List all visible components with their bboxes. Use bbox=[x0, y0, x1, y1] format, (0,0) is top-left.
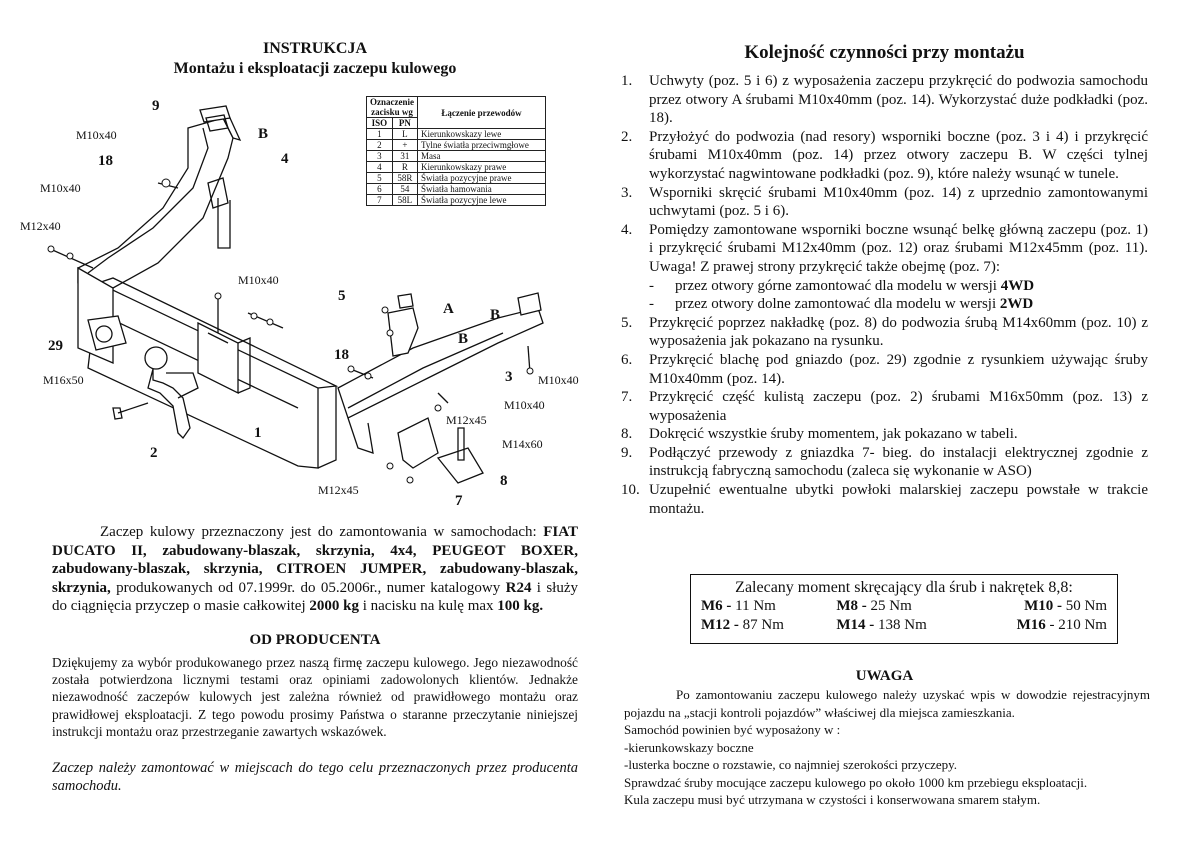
table-row: 3 31 Masa bbox=[367, 151, 546, 162]
label-B-left: B bbox=[258, 126, 269, 142]
label-m12x45-b: M12x45 bbox=[318, 483, 359, 497]
steps-list bbox=[621, 72, 1148, 518]
label-m10x40-a: M10x40 bbox=[76, 128, 117, 142]
table-row: 1 L Kierunkowskazy lewe bbox=[367, 129, 546, 140]
torque-row-2: M12 - 87 Nm M14 - 138 Nm M16 - 210 Nm bbox=[701, 617, 1107, 633]
torque-row-1: M6 - 11 Nm M8 - 25 Nm M10 - 50 Nm bbox=[701, 598, 1107, 614]
label-m10x40-b: M10x40 bbox=[40, 181, 81, 195]
label-7: 7 bbox=[455, 493, 463, 509]
wiring-header-desc: Łączenie przewodów bbox=[418, 97, 546, 129]
instruction-title: INSTRUKCJA bbox=[262, 40, 367, 57]
label-2: 2 bbox=[150, 445, 158, 461]
label-m14x60: M14x60 bbox=[502, 437, 543, 451]
list-item: 7. Przykręcić część kulistą zaczepu (poz. 2) śrubami M16x50mm (poz. 13) z wyposażenia bbox=[621, 389, 1148, 424]
torque-heading: Zalecany moment skręcający dla śrub i nakrętek 8,8: bbox=[735, 579, 1073, 596]
table-row: 6 54 Światła hamowania bbox=[367, 184, 546, 195]
list-item: 8. Dokręcić wszystkie śruby momentem, jak pokazano w tabeli. bbox=[621, 426, 1018, 443]
label-m12x40: M12x40 bbox=[20, 219, 61, 233]
label-8: 8 bbox=[500, 473, 508, 489]
torque-box bbox=[690, 574, 1118, 644]
table-row: 7 58L Światła pozycyjne lewe bbox=[367, 195, 546, 206]
label-m10x40-e: M10x40 bbox=[504, 398, 545, 412]
label-3: 3 bbox=[505, 369, 513, 385]
list-item: 5. Przykręcić poprzez nakładkę (poz. 8) do podwozia śrubą M14x60mm (poz. 10) z wyposażenia jak pokazano na rysunku. bbox=[621, 314, 1148, 350]
warning-heading: UWAGA bbox=[855, 668, 914, 684]
producer-italic-note: Zaczep należy zamontować w miejscach do tego celu przeznaczonych przez producenta samochodu. bbox=[52, 760, 578, 794]
label-9: 9 bbox=[152, 98, 160, 114]
producer-text: Dziękujemy za wybór produkowanego przez naszą firmę zaczepu kulowego. Jego niezawodność została potwierdzona licznymi testami oraz opiniami zadowolonych klientów. Jednakże niezawodność zaczepów kulowych jest zależna również od prawidłowego montażu oraz prawidłowej eksploatacji. Z tego powodu prosimy Państwa o staranne przeczytanie niniejszej instrukcji montażu oraz przestrzeganie zawartych wskazówek. bbox=[52, 655, 578, 739]
list-item: 10. Uzupełnić ewentualne ubytki powłoki malarskiej zaczepu powstałe w trakcie montażu. bbox=[621, 482, 1148, 517]
wiring-table bbox=[366, 96, 546, 206]
label-B-middle: B bbox=[458, 331, 469, 347]
label-m12x45-a: M12x45 bbox=[446, 413, 487, 427]
warning-text: Po zamontowaniu zaczepu kulowego należy uzyskać wpis w dowodzie rejestracyjnym pojazdu na „stacji kontroli pojazdów” właściwej dla miejsca zamieszkania. Samochód powinien być wyposażony w : -kierunkowskazy boczne -lusterka boczne o rozstawie, co najmniej szerokości przyczepy. Sprawdzać śruby mocujące zaczepu kulowego po około 1000 km przebiegu eksploatacji. Kula zaczepu musi być utrzymana w czystości i konserwowana smarem stałym. bbox=[624, 687, 1150, 807]
table-row: 4 R Kierunkowskazy prawe bbox=[367, 162, 546, 173]
steps-title: Kolejność czynności przy montażu bbox=[744, 42, 1025, 63]
label-5: 5 bbox=[338, 288, 346, 304]
list-item: 3. Wsporniki skręcić śrubami M10x40mm (poz. 14) z uprzednio zamontowanymi uchwytami (poz. 5 i 6). bbox=[621, 184, 1148, 220]
label-m10x40-d: M10x40 bbox=[538, 373, 579, 387]
label-A: A bbox=[443, 301, 454, 317]
wiring-header-pn: PN bbox=[392, 118, 417, 129]
label-29: 29 bbox=[48, 338, 63, 354]
sub-item-2wd: - przez otwory dolne zamontować dla modelu w wersji 2WD bbox=[649, 296, 1034, 313]
label-m10x40-c: M10x40 bbox=[238, 273, 279, 287]
table-row: 2 + Tylne światła przeciwmgłowe bbox=[367, 140, 546, 151]
label-4: 4 bbox=[281, 151, 289, 167]
list-item: 1. Uchwyty (poz. 5 i 6) z wyposażenia zaczepu przykręcić do podwozia samochodu przez otwory A śrubami M10x40mm (poz. 14). Wykorzystać duże podkładki (poz. 18). bbox=[621, 73, 1148, 127]
label-18-right: 18 bbox=[334, 347, 349, 363]
list-item: 6. Przykręcić blachę pod gniazdo (poz. 29) zgodnie z rysunkiem używając śruby M10x40mm (poz. 14). bbox=[621, 351, 1148, 387]
list-item: 2. Przyłożyć do podwozia (nad resory) wsporniki boczne (poz. 3 i 4) i przykręcić śrubami M10x40mm (poz. 14) przez otwory zaczepu B. W części tylnej wykorzystać nagwintowane podkładki (poz. 9), które należy wsunąć w tunele. bbox=[621, 128, 1148, 182]
list-item: 4. Pomiędzy zamontowane wsporniki boczne wsunąć belkę główną zaczepu (poz. 1) i przykręcić śrubami M12x40mm (poz. 12) oraz śrubami M12x45mm (poz. 11). Uwaga! Z prawej strony przykręcić także obejmę (poz. 7): bbox=[621, 221, 1148, 275]
table-row: 5 58R Światła pozycyjne prawe bbox=[367, 173, 546, 184]
wiring-header-iso: ISO bbox=[367, 118, 393, 129]
producer-heading: OD PRODUCENTA bbox=[249, 632, 381, 648]
instruction-subtitle: Montażu i eksploatacji zaczepu kulowego bbox=[173, 60, 457, 77]
label-m16x50: M16x50 bbox=[43, 373, 84, 387]
label-18-left: 18 bbox=[98, 153, 113, 169]
label-1: 1 bbox=[254, 425, 262, 441]
wiring-header-group: Oznaczenie zacisku wg bbox=[367, 97, 418, 118]
vehicle-description: Zaczep kulowy przeznaczony jest do zamontowania w samochodach: FIAT DUCATO II, zabudowany-blaszak, skrzynia, 4x4, PEUGEOT BOXER, zabudowany-blaszak, skrzynia, CITROEN JUMPER, zabudowany-blaszak, skrzynia, produkowanych od 07.1999r. do 05.2006r., numer katalogowy R24 i służy do ciągnięcia przyczep o masie całkowitej 2000 kg i nacisku na kulę max 100 kg. bbox=[52, 524, 578, 614]
list-item: 9. Podłączyć przewody z gniazdka 7- bieg. do instalacji elektrycznej zgodnie z instrukcją fabryczną samochodu (zaleca się wykonanie w ASO) bbox=[621, 444, 1148, 480]
label-B-right: B bbox=[490, 307, 501, 323]
sub-item-4wd: - przez otwory górne zamontować dla modelu w wersji 4WD bbox=[649, 277, 1035, 294]
